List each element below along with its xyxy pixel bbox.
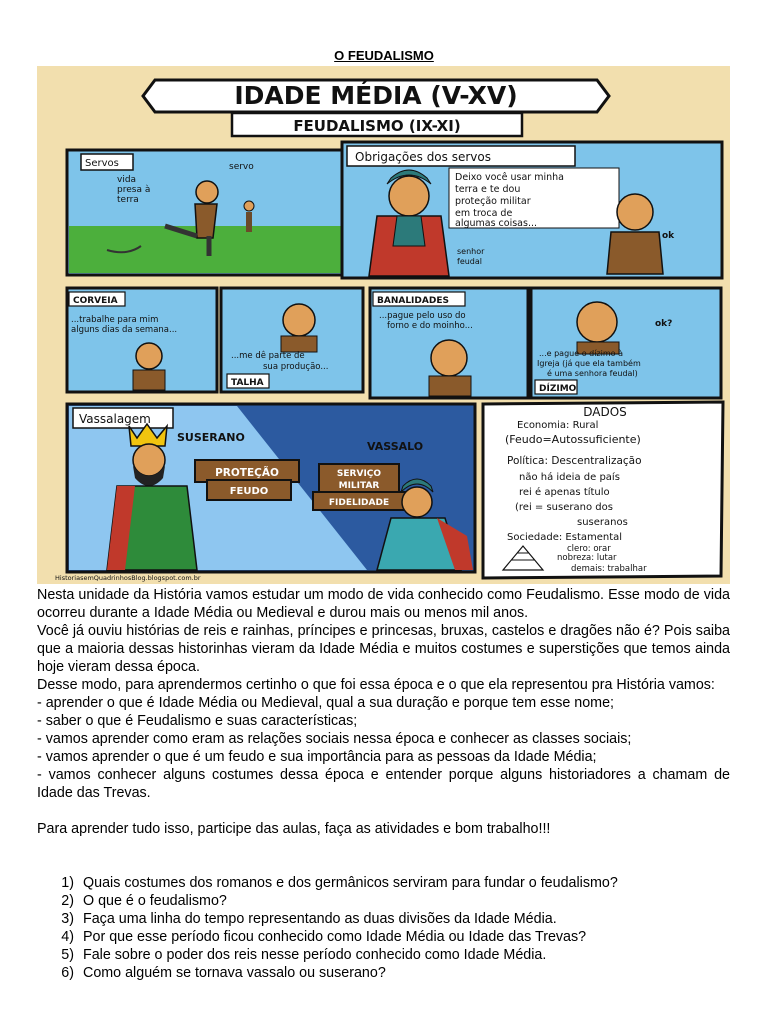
comic-subtitle: FEUDALISMO (IX-XI): [293, 117, 461, 135]
speaker-tag: feudal: [457, 257, 483, 266]
speech-line: sua produção...: [263, 362, 329, 372]
paragraph: Você já ouviu histórias de reis e rainhas, príncipes e princesas, bruxas, castelos e dragões não é? Pois saiba que a maioria dessas historinhas vieram da Idade Média e muitos costumes e superstições que temos ainda hoje vieram dessa época.: [37, 623, 730, 675]
speech-line: proteção militar: [455, 196, 531, 207]
question-text: Por que esse período ficou conhecido como Idade Média ou Idade das Trevas?: [83, 929, 587, 945]
strata-line: clero: orar: [567, 544, 611, 554]
dados-line: Política: Descentralização: [507, 455, 642, 467]
question-number: 4): [61, 929, 74, 945]
question-text: Quais costumes dos romanos e dos germânicos serviram para fundar o feudalismo?: [83, 875, 618, 891]
question-item: [37, 964, 730, 982]
speech-line: ...e pague o dízimo à: [539, 349, 623, 358]
question-item: [37, 946, 730, 964]
question-text: Fale sobre o poder dos reis nesse período conhecido como Idade Média.: [83, 947, 547, 963]
bullet-item: - saber o que é Feudalismo e suas características;: [37, 713, 358, 729]
dados-title: DADOS: [583, 405, 627, 419]
panel-dizimo: [531, 288, 721, 398]
paragraph: Nesta unidade da História vamos estudar um modo de vida conhecido como Feudalismo. Esse modo de vida ocorreu durante a Idade Média ou Medieval e durou mais ou menos mil anos.: [37, 587, 730, 621]
panel-label: Servos: [85, 158, 119, 169]
box-label: SERVIÇO: [336, 469, 382, 479]
caption-line: presa à: [117, 185, 151, 195]
panel-banalidades: [370, 288, 528, 398]
panel-talha: [221, 288, 363, 392]
speech-line: ...me dê parte de: [231, 351, 305, 361]
comic-illustration: [37, 66, 730, 584]
speech-line: Igreja (já que ela também: [537, 359, 641, 368]
strata-line: nobreza: lutar: [557, 553, 617, 563]
dados-line: Economia: Rural: [517, 420, 599, 431]
box-label: FIDELIDADE: [328, 498, 390, 508]
suserano-label: SUSERANO: [177, 431, 245, 444]
speech-line: ...pague pelo uso do: [379, 311, 466, 321]
question-number: 5): [61, 947, 74, 963]
question-list: [37, 874, 730, 982]
question-item: [37, 928, 730, 946]
reply-text: ok: [662, 231, 675, 241]
paragraph: Desse modo, para aprendermos certinho o que foi essa época e o que ela representou pra História vamos:: [37, 677, 715, 693]
box-label: FEUDO: [229, 486, 269, 497]
question-number: 2): [61, 893, 74, 909]
speech-line: em troca de: [455, 208, 513, 219]
panel-obrigacoes: [342, 142, 722, 278]
bullet-item: - vamos aprender como eram as relações sociais nessa época e conhecer as classes sociais;: [37, 731, 632, 747]
dados-line: não há ideia de país: [519, 472, 620, 483]
panel-label: CORVEIA: [73, 296, 118, 306]
banner-title: IDADE MÉDIA (V-XV): [234, 81, 518, 110]
dados-line: rei é apenas título: [519, 487, 610, 498]
speech-line: Deixo você usar minha: [455, 172, 564, 183]
panel-servos: [67, 150, 367, 275]
vassalo-label: VASSALO: [367, 440, 424, 453]
caption-line: vida: [117, 175, 137, 185]
panel-dados: [483, 402, 723, 578]
spacer: [37, 802, 730, 820]
page-title: O FEUDALISMO: [334, 48, 434, 63]
dados-line: Sociedade: Estamental: [507, 532, 623, 543]
comic-credit: HistoriasemQuadrinhosBlog.blogspot.com.br: [55, 574, 201, 582]
panel-vassalagem: [67, 404, 475, 572]
panel-label: BANALIDADES: [377, 296, 449, 306]
closing-paragraph: Para aprender tudo isso, participe das aulas, faça as atividades e bom trabalho!!!: [37, 821, 551, 837]
question-item: [37, 892, 730, 910]
reply-text: ok?: [655, 319, 673, 329]
box-label: PROTEÇÃO: [215, 467, 279, 479]
question-number: 6): [61, 965, 74, 981]
panel-corveia: [67, 288, 217, 392]
strata-line: demais: trabalhar: [571, 564, 647, 574]
speech-line: alguns dias da semana...: [71, 325, 178, 335]
speech-line: forno e do moinho...: [387, 321, 473, 331]
speech-line: algumas coisas...: [455, 218, 538, 229]
dados-line: (rei = suserano dos: [515, 502, 613, 513]
bullet-item: - vamos aprender o que é um feudo e sua importância para as pessoas da Idade Média;: [37, 749, 597, 765]
speaker-tag: senhor: [457, 247, 485, 256]
speech-line: ...trabalhe para mim: [71, 315, 159, 325]
question-number: 3): [61, 911, 74, 927]
bullet-item: - aprender o que é Idade Média ou Medieval, qual a sua duração e porque tem esse nome;: [37, 695, 615, 711]
dados-line: (Feudo=Autossuficiente): [505, 433, 641, 446]
panel-label: Obrigações dos servos: [355, 150, 491, 164]
question-text: Como alguém se tornava vassalo ou suserano?: [83, 965, 386, 981]
question-item: [37, 874, 730, 892]
question-text: O que é o feudalismo?: [83, 893, 227, 909]
title-banner: [143, 80, 609, 112]
panel-label: TALHA: [231, 378, 264, 388]
question-text: Faça uma linha do tempo representando as duas divisões da Idade Média.: [83, 911, 557, 927]
question-number: 1): [61, 875, 74, 891]
panel-label: DÍZIMO: [539, 384, 577, 394]
bullet-item: - vamos conhecer alguns costumes dessa época e entender porque alguns historiadores a chamam de Idade das Trevas.: [37, 767, 730, 801]
speech-line: é uma senhora feudal): [547, 369, 638, 378]
panel-label: Vassalagem: [79, 412, 151, 426]
servo-tag: servo: [229, 162, 254, 172]
box-label: MILITAR: [338, 481, 380, 491]
question-item: [37, 910, 730, 928]
dados-line: suseranos: [577, 517, 628, 528]
caption-line: terra: [117, 195, 139, 205]
speech-line: terra e te dou: [455, 184, 521, 195]
intro-text: [37, 586, 730, 838]
